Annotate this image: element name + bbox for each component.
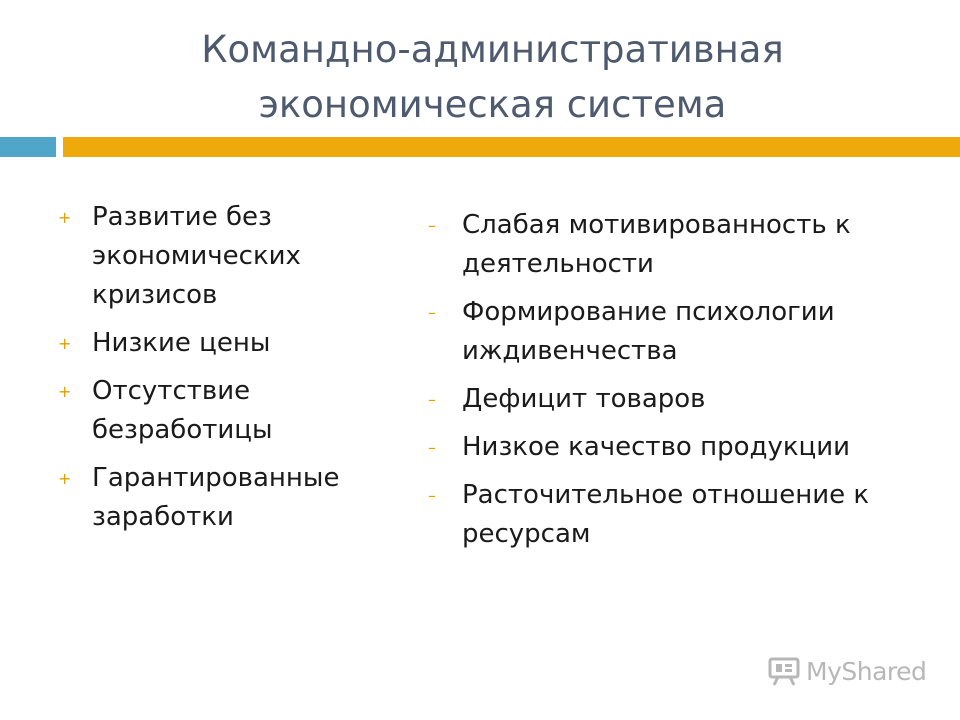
pros-item-text: Развитие без экономических кризисов (92, 202, 301, 310)
pros-item-text: Гарантированные заработки (92, 463, 340, 532)
plus-bullet-icon: + (58, 208, 72, 227)
cons-item (428, 476, 928, 554)
pros-item (58, 459, 388, 537)
dash-bullet-icon: – (428, 303, 436, 322)
dash-bullet-icon: – (428, 390, 436, 409)
pros-item (58, 324, 388, 363)
pros-item-text: Низкие цены (92, 328, 271, 358)
plus-bullet-icon: + (58, 382, 72, 401)
accent-bar-orange (63, 137, 960, 157)
plus-bullet-icon: + (58, 334, 72, 353)
dash-bullet-icon: – (428, 216, 436, 235)
title-line-2: экономическая система (258, 83, 727, 126)
pros-list (58, 198, 388, 546)
pros-item (58, 372, 388, 450)
dash-bullet-icon: – (428, 438, 436, 457)
watermark-text: MyShared (806, 656, 927, 686)
dash-bullet-icon: – (428, 486, 436, 505)
cons-item-text: Слабая мотивированность к деятельности (462, 210, 851, 279)
cons-item (428, 380, 928, 419)
presentation-board-icon (768, 656, 800, 686)
cons-item-text: Низкое качество продукции (462, 432, 851, 462)
cons-item-text: Расточительное отношение к ресурсам (462, 480, 870, 549)
cons-item (428, 206, 928, 284)
myshared-watermark (768, 656, 926, 686)
slide-title (0, 22, 960, 132)
cons-item-text: Дефицит товаров (462, 384, 706, 414)
cons-item-text: Формирование психологии иждивенчества (462, 297, 835, 366)
cons-item (428, 293, 928, 371)
title-line-1: Командно-административная (201, 28, 784, 71)
plus-bullet-icon: + (58, 469, 72, 488)
pros-item-text: Отсутствие безработицы (92, 376, 273, 445)
cons-list (428, 206, 928, 563)
pros-item (58, 198, 388, 315)
accent-bar-blue (0, 137, 56, 157)
cons-item (428, 428, 928, 467)
